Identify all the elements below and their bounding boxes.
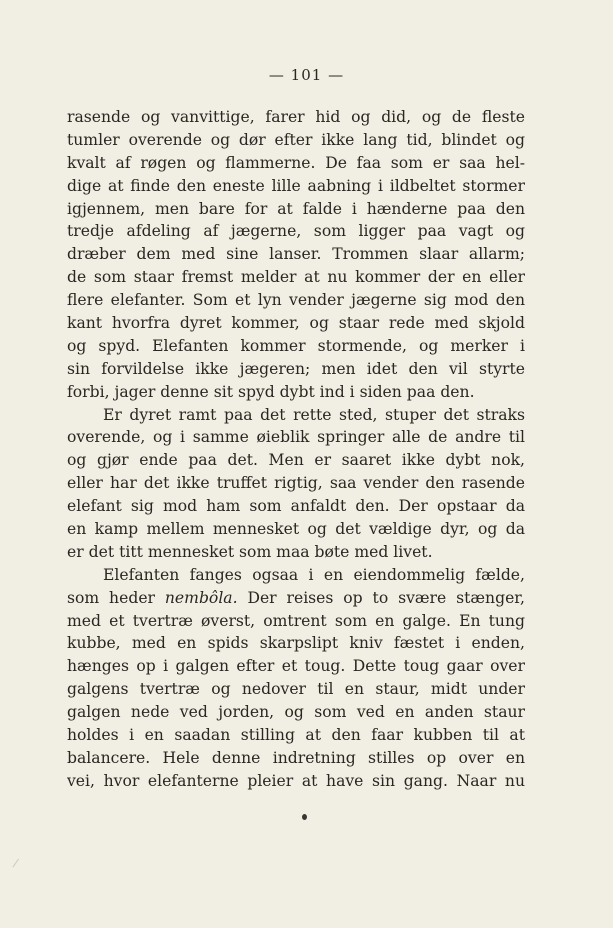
text-line: og gjør ende paa det. Men er saaret ikke dybt nok, bbox=[67, 451, 525, 470]
text-line: kvalt af røgen og flammerne. De faa som er saa hel- bbox=[67, 153, 525, 172]
text-line: en kamp mellem mennesket og det vældige dyr, og da bbox=[67, 520, 525, 539]
text-line: sin forvildelse ikke jægeren; men idet den vil styrte bbox=[67, 359, 525, 378]
text-line: tumler overende og dør efter ikke lang tid, blindet og bbox=[67, 130, 525, 149]
text-line: er det titt mennesket som maa bøte med livet. bbox=[67, 542, 433, 561]
text-line: kant hvorfra dyret kommer, og staar rede med skjold bbox=[67, 314, 525, 333]
text-line: galgens tvertræ og nedover til en staur, midt under bbox=[67, 680, 525, 699]
text-segment: Der reises op to svære stænger, bbox=[237, 588, 525, 607]
text-line: holdes i en saadan stilling at den faar kubben til at bbox=[67, 726, 525, 745]
text-line: med et tvertræ øverst, omtrent som en galge. En tung bbox=[67, 611, 525, 630]
text-line: tredje afdeling af jægerne, som ligger paa vagt og bbox=[67, 222, 525, 241]
page-number: — 101 — bbox=[268, 66, 345, 84]
text-line: flere elefanter. Som et lyn vender jægerne sig mod den bbox=[67, 291, 525, 310]
text-line: dræber dem med sine lanser. Trommen slaar allarm; bbox=[67, 245, 525, 264]
text-line: forbi, jager denne sit spyd dybt ind i siden paa den. bbox=[67, 382, 475, 401]
text-line: igjennem, men bare for at falde i hænderne paa den bbox=[67, 199, 525, 218]
text-line: og spyd. Elefanten kommer stormende, og merker i bbox=[67, 336, 525, 355]
text-line: dige at finde den eneste lille aabning i ildbeltet stormer bbox=[67, 176, 525, 195]
text-line: Elefanten fanges ogsaa i en eiendommelig fælde, bbox=[103, 565, 525, 584]
text-line: eller har det ikke truffet rigtig, saa vender den rasende bbox=[67, 474, 525, 493]
text-line: elefant sig mod ham som anfaldt den. Der opstaar da bbox=[67, 497, 525, 516]
pencil-mark bbox=[12, 859, 30, 876]
signature-mark bbox=[302, 814, 307, 820]
text-line: overende, og i samme øieblik springer alle de andre til bbox=[67, 428, 525, 447]
text-line: Er dyret ramt paa det rette sted, stuper det straks bbox=[103, 405, 525, 424]
text-line: galgen nede ved jorden, og som ved en anden staur bbox=[67, 703, 525, 722]
text-line: hænges op i galgen efter et toug. Dette toug gaar over bbox=[67, 657, 525, 676]
text-segment: som heder bbox=[67, 588, 165, 607]
body-text bbox=[67, 106, 525, 793]
text-line-with-term bbox=[67, 587, 525, 610]
italic-term: nembôla. bbox=[164, 588, 238, 607]
text-line: vei, hvor elefanterne pleier at have sin gang. Naar nu bbox=[67, 771, 525, 790]
text-line: balancere. Hele denne indretning stilles op over en bbox=[67, 748, 525, 767]
text-line: kubbe, med en spids skarpslipt kniv fæstet i enden, bbox=[67, 634, 525, 653]
text-line: de som staar fremst melder at nu kommer der en eller bbox=[67, 268, 525, 287]
text-line: rasende og vanvittige, farer hid og did, og de fleste bbox=[67, 108, 525, 126]
